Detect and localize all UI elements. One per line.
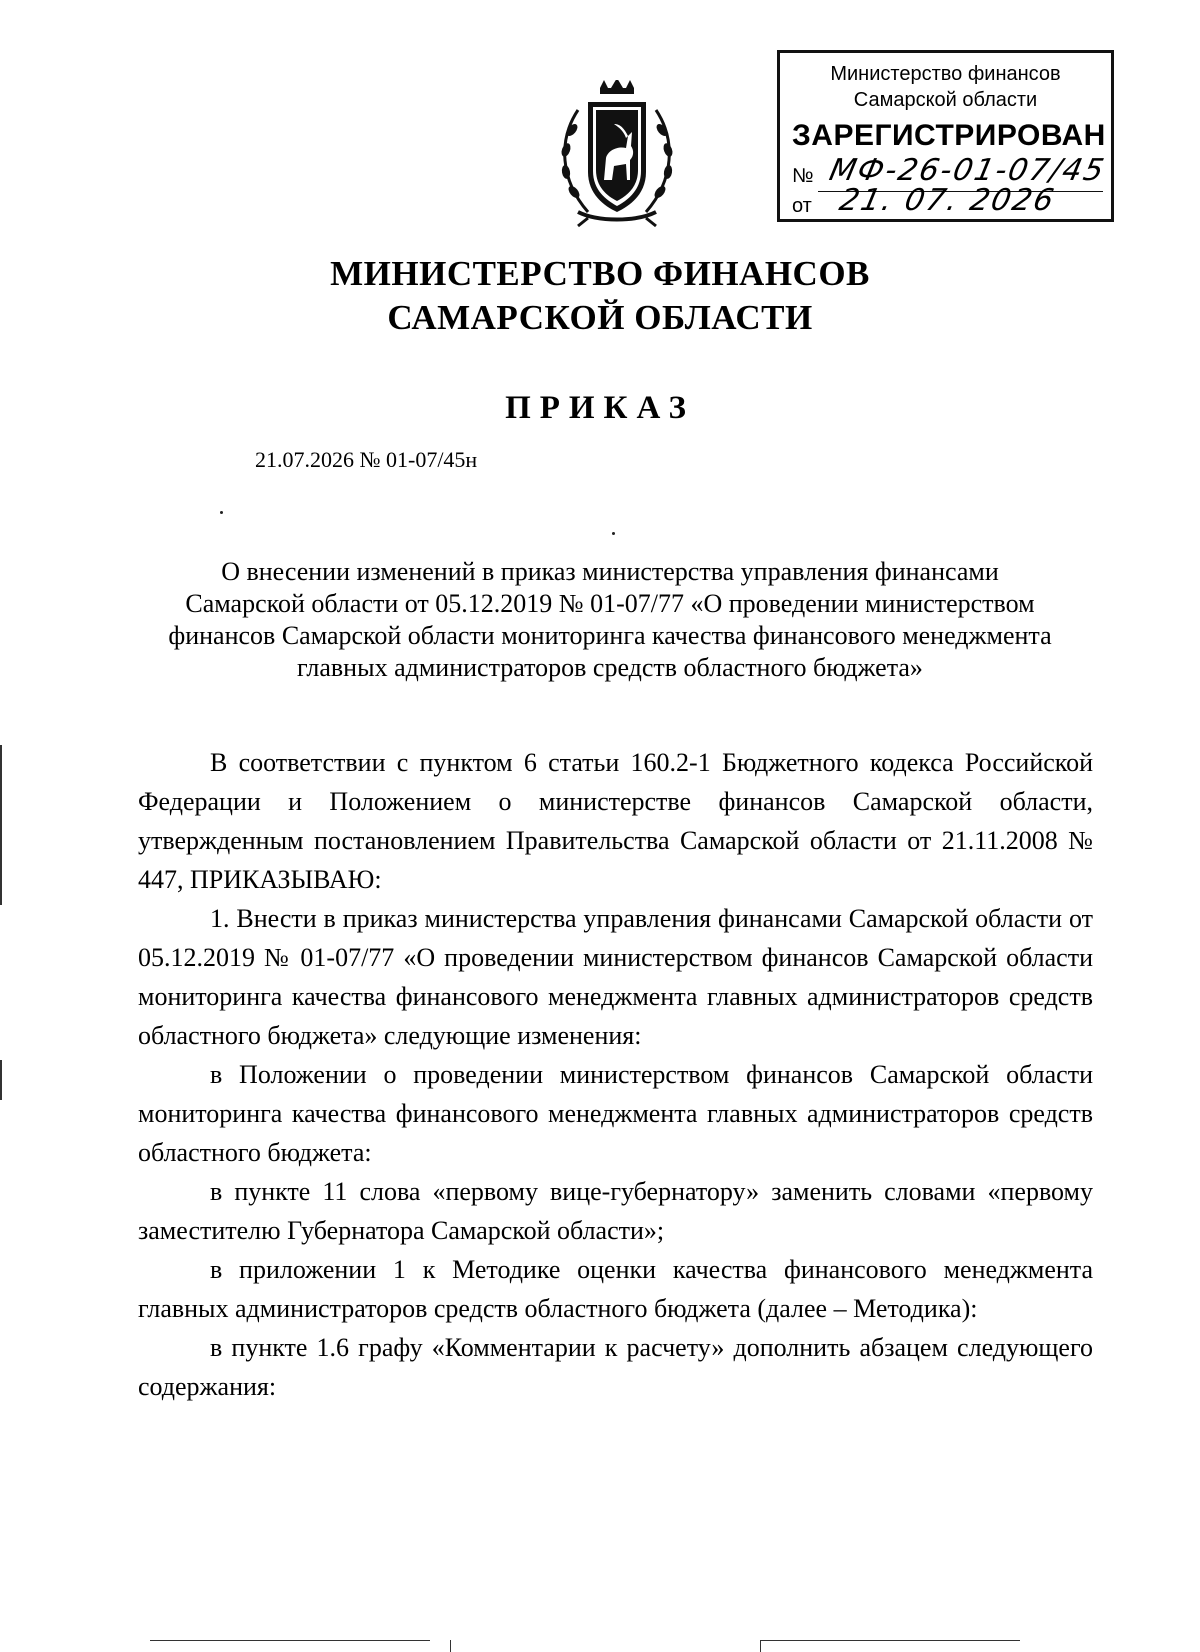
document-date-number: 21.07.2026 № 01-07/45н <box>255 447 478 472</box>
ministry-title-line1: МИНИСТЕРСТВО ФИНАНСОВ <box>330 254 870 293</box>
coat-of-arms-icon <box>548 80 686 228</box>
stamp-date-underline <box>818 219 1103 220</box>
body-paragraph-preamble: В соответствии с пунктом 6 статьи 160.2-1 Бюджетного кодекса Российской Федерации и Положением о министерстве финансов Самарской области, утвержденным постановлением Правительства Самарской области от 21.11.2008 № 447, ПРИКАЗЫВАЮ: <box>138 748 1093 894</box>
scan-dot <box>220 511 223 514</box>
document-subject <box>130 556 1090 684</box>
document-body <box>138 743 1093 1406</box>
stamp-date-label: от <box>792 195 812 217</box>
scan-edge-mark <box>0 1060 2 1100</box>
subject-line2: Самарской области от 05.12.2019 № 01-07/77 «О проведении министерством <box>185 589 1035 618</box>
ministry-title <box>0 252 1200 340</box>
body-paragraph-regulation: в Положении о проведении министерством финансов Самарской области мониторинга качества финансового менеджмента главных администраторов средств областного бюджета: <box>138 1060 1093 1167</box>
body-paragraph-point-1-6: в пункте 1.6 графу «Комментарии к расчету» дополнить абзацем следующего содержания: <box>138 1333 1093 1401</box>
stamp-number-handwritten: МФ-26-01-07/45 <box>826 153 1109 188</box>
subject-line1: О внесении изменений в приказ министерства управления финансами <box>221 557 999 586</box>
stamp-number-label: № <box>792 165 814 187</box>
stamp-ministry-line1: Министерство финансов <box>830 63 1061 85</box>
scan-bottom-tick <box>450 1640 451 1652</box>
scan-dot <box>612 532 615 535</box>
registration-stamp <box>777 50 1114 222</box>
document-type-title: ПРИКАЗ <box>505 390 695 426</box>
stamp-ministry-line2: Самарской области <box>853 89 1038 111</box>
scan-bottom-tick <box>760 1640 761 1652</box>
stamp-date-handwritten: 21. 07. 2026 <box>836 183 1059 218</box>
body-paragraph-appendix-1: в приложении 1 к Методике оценки качества финансового менеджмента главных администраторов средств областного бюджета (далее – Методика): <box>138 1255 1093 1323</box>
subject-line3: финансов Самарской области мониторинга качества финансового менеджмента <box>168 621 1052 650</box>
body-paragraph-point-11: в пункте 11 слова «первому вице-губернатору» заменить словами «первому заместителю Губернатора Самарской области»; <box>138 1177 1093 1245</box>
body-paragraph-item-1: 1. Внести в приказ министерства управления финансами Самарской области от 05.12.2019 № 01-07/77 «О проведении министерством финансов Самарской области мониторинга качества финансового менеджмента главных администраторов средств областного бюджета» следующие изменения: <box>138 904 1093 1050</box>
scan-edge-mark <box>0 745 2 905</box>
subject-line4: главных администраторов средств областного бюджета» <box>297 653 923 682</box>
stamp-registered-label: ЗАРЕГИСТРИРОВАН <box>792 119 1106 152</box>
ministry-title-line2: САМАРСКОЙ ОБЛАСТИ <box>387 298 813 337</box>
scan-bottom-line <box>760 1640 1020 1641</box>
scan-bottom-line <box>150 1640 430 1641</box>
